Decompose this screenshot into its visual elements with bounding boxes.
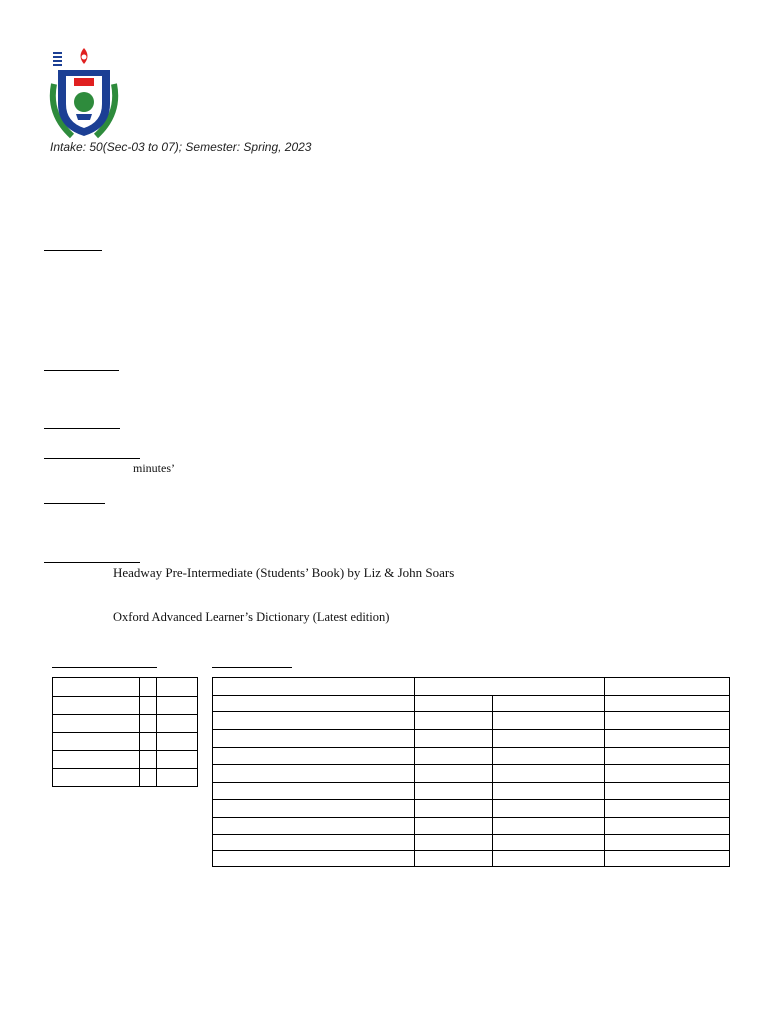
table-cell [213,851,415,867]
table-cell [414,730,493,748]
right-table [212,677,730,867]
table-cell [605,678,730,696]
table-cell [493,851,605,867]
table-cell [414,851,493,867]
table-cell [605,765,730,783]
table-cell [493,800,605,818]
table-row [213,696,730,712]
table-cell [493,818,605,835]
table-row [53,678,198,697]
table-cell [53,697,140,715]
table-cell [414,818,493,835]
table-cell [414,696,493,712]
table-row [213,783,730,800]
table-cell [213,748,415,765]
table-cell [414,783,493,800]
table-cell [157,715,198,733]
intake-semester-line: Intake: 50(Sec-03 to 07); Semester: Spring, 2023 [50,140,312,154]
table-cell [157,697,198,715]
table-cell [140,769,157,787]
table-cell [493,712,605,730]
table-cell [414,800,493,818]
textbook-reference: Headway Pre-Intermediate (Students’ Book) by Liz & John Soars [113,565,455,580]
table-cell [140,751,157,769]
table-cell [140,697,157,715]
table-cell [157,751,198,769]
table-cell [493,765,605,783]
table-cell [213,765,415,783]
table-cell [605,835,730,851]
table-row [213,712,730,730]
table-cell [605,712,730,730]
table-cell [53,751,140,769]
table-cell [157,733,198,751]
table-cell [414,765,493,783]
section-underline-2 [44,370,119,371]
table-row [213,730,730,748]
table-header-row [213,678,730,696]
university-logo [44,44,124,142]
table-cell [493,748,605,765]
table-cell [157,678,198,697]
table-cell [414,835,493,851]
table-cell [493,696,605,712]
section-underline-6 [44,562,140,563]
table-cell [414,712,493,730]
table-cell [213,696,415,712]
table-cell [605,800,730,818]
section-underline-3 [44,428,120,429]
table-cell [605,748,730,765]
table-row [213,748,730,765]
table-cell [53,678,140,697]
table-cell [213,800,415,818]
table-row [213,851,730,867]
table-row [213,835,730,851]
table-row [213,765,730,783]
table-cell [605,818,730,835]
table-cell [213,678,415,696]
table-cell [493,835,605,851]
table-row [53,697,198,715]
table-row [53,715,198,733]
left-table [52,677,198,787]
right-table-heading-underline [212,667,292,668]
table-cell [605,851,730,867]
section-underline-1 [44,250,102,251]
table-cell [140,678,157,697]
table-cell [213,835,415,851]
table-row [53,769,198,787]
table-cell [53,715,140,733]
table-cell [53,769,140,787]
table-cell [493,730,605,748]
section-underline-5 [44,503,105,504]
table-cell [605,696,730,712]
table-row [53,733,198,751]
table-cell [605,783,730,800]
table-cell [414,678,605,696]
table-cell [605,730,730,748]
dictionary-reference: Oxford Advanced Learner’s Dictionary (Latest edition) [113,610,390,624]
table-cell [213,712,415,730]
duration-unit-text: minutes’ [133,461,175,475]
table-cell [414,748,493,765]
table-cell [157,769,198,787]
table-row [53,751,198,769]
table-cell [493,783,605,800]
table-cell [213,730,415,748]
table-cell [213,818,415,835]
table-cell [53,733,140,751]
table-cell [140,733,157,751]
left-table-heading-underline [52,667,157,668]
table-row [213,800,730,818]
table-row [213,818,730,835]
table-cell [213,783,415,800]
section-underline-4 [44,458,140,459]
table-cell [140,715,157,733]
